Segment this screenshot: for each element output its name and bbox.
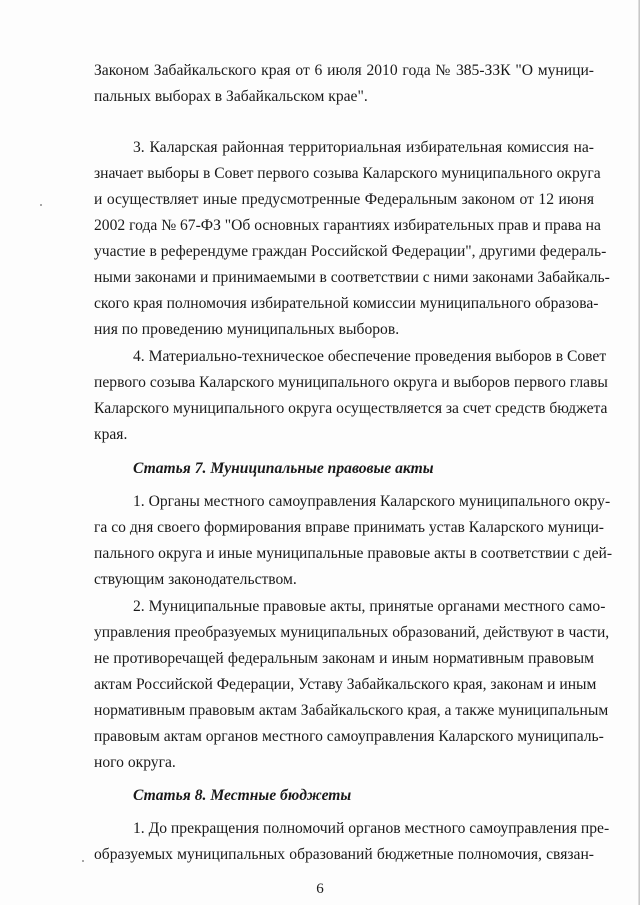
text-line: 2002 года № 67-ФЗ "Об основных гарантиях избирательных прав и права на: [94, 217, 601, 234]
text-line: 1. До прекращения полномочий органов местного самоуправления пре-: [133, 820, 610, 837]
text-line: нормативным правовым актам Забайкальского края, а также муниципальным: [94, 702, 609, 719]
text-line: ния по проведению муниципальных выборов.: [94, 321, 400, 338]
text-line: правовым актам органов местного самоуправления Каларского муниципаль-: [94, 728, 604, 745]
text-line: 2. Муниципальные правовые акты, принятые органами местного само-: [133, 598, 606, 615]
text-line: участие в референдуме граждан Российской Федерации", другими федераль-: [94, 243, 607, 260]
text-line: пального округа и иные муниципальные правовые акты в соответствии с дей-: [94, 545, 613, 562]
text-line: ного округа.: [94, 754, 176, 771]
text-line: пальных выборах в Забайкальском крае".: [94, 88, 368, 105]
text-line: управления преобразуемых муниципальных образований, действуют в части,: [94, 624, 610, 641]
text-line: 4. Материально-техническое обеспечение проведения выборов в Совет: [133, 348, 607, 365]
text-line: ствующим законодательством.: [94, 571, 297, 588]
text-line: Каларского муниципального округа осуществляется за счет средств бюджета: [94, 400, 608, 417]
article-8-heading: Статья 8. Местные бюджеты: [133, 787, 352, 804]
text-line: ными законами и принимаемыми в соответствии с ними законами Забайкаль-: [94, 269, 610, 286]
text-line: Законом Забайкальского края от 6 июля 2010 года № 385-ЗЗК "О муници-: [94, 62, 594, 79]
text-line: 1. Органы местного самоуправления Каларского муниципального окру-: [133, 493, 611, 510]
text-line: не противоречащей федеральным законам и иным нормативным правовым: [94, 650, 594, 667]
text-line: края.: [94, 426, 128, 443]
text-line: образуемых муниципальных образований бюджетные полномочия, связан-: [94, 846, 594, 863]
scan-speck: [82, 860, 84, 862]
article-7-heading: Статья 7. Муниципальные правовые акты: [133, 460, 434, 477]
text-line: ского края полномочия избирательной комиссии муниципального образова-: [94, 295, 599, 312]
text-line: актам Российской Федерации, Уставу Забайкальского края, законам и иным: [94, 676, 597, 693]
scan-speck: [40, 204, 42, 206]
page-number: 6: [316, 881, 324, 897]
text-line: га со дня своего формирования вправе принимать устав Каларского муници-: [94, 519, 604, 536]
text-line: и осуществляет иные предусмотренные Федеральным законом от 12 июня: [94, 191, 594, 208]
text-line: первого созыва Каларского муниципального округа и выборов первого главы: [94, 374, 608, 391]
text-line: 3. Каларская районная территориальная избирательная комиссия на-: [133, 139, 594, 156]
text-line: значает выборы в Совет первого созыва Каларского муниципального округа: [94, 165, 601, 182]
